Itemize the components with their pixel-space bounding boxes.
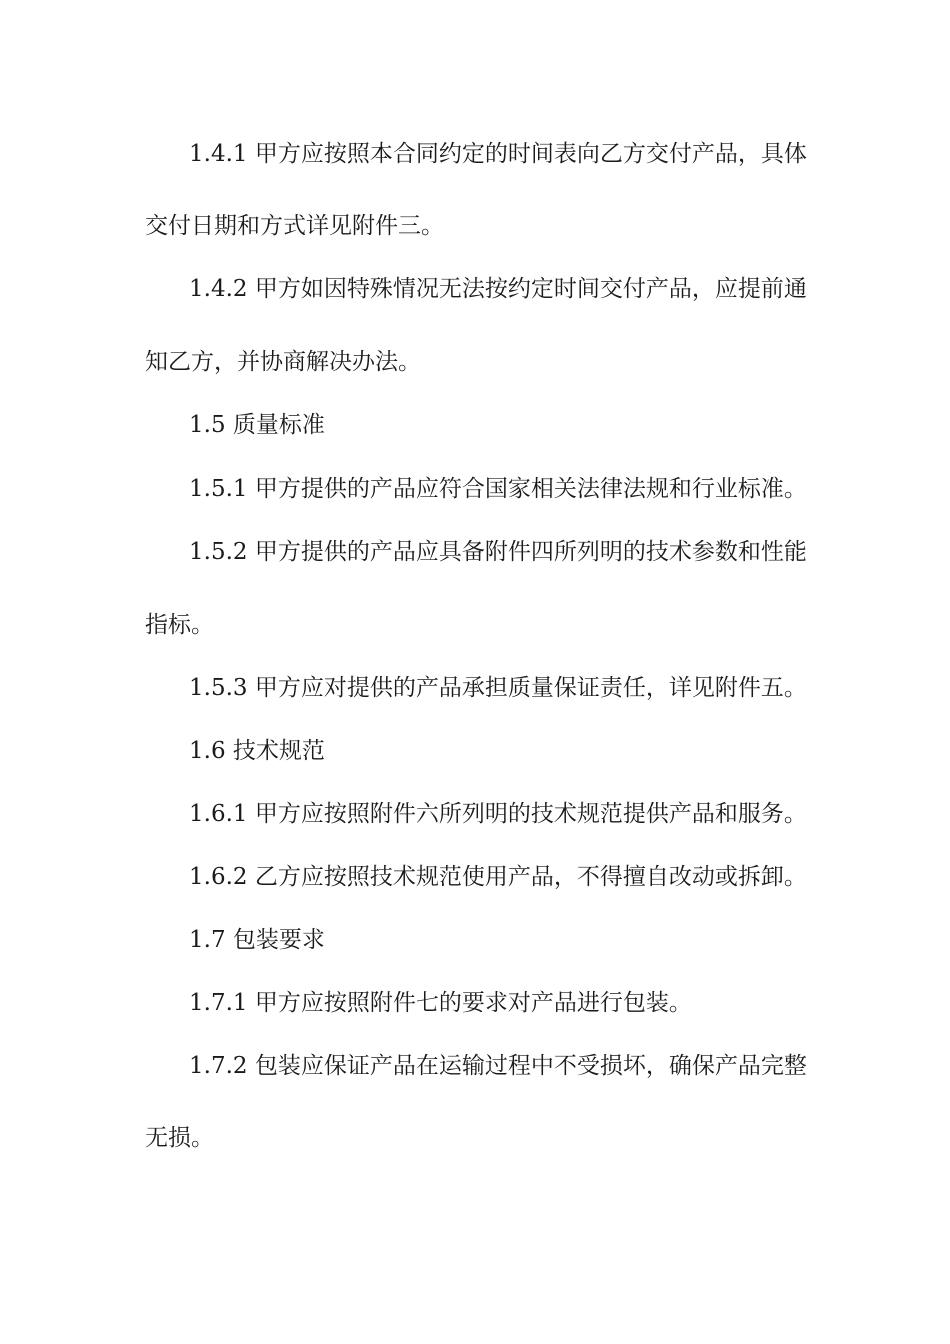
paragraph-1-4-1-line-1: 1.4.1 甲方应按照本合同约定的时间表向乙方交付产品，具体 — [189, 141, 807, 167]
paragraph-1-6-2: 1.6.2 乙方应按照技术规范使用产品，不得擅自改动或拆卸。 — [189, 864, 807, 890]
paragraph-1-7-2-line-2: 无损。 — [145, 1125, 214, 1151]
paragraph-1-5-2-line-1: 1.5.2 甲方提供的产品应具备附件四所列明的技术参数和性能 — [189, 539, 807, 565]
paragraph-1-4-1-line-2: 交付日期和方式详见附件三。 — [145, 213, 444, 239]
section-heading-1-5: 1.5 质量标准 — [189, 412, 325, 438]
paragraph-1-5-1: 1.5.1 甲方提供的产品应符合国家相关法律法规和行业标准。 — [189, 476, 807, 502]
paragraph-1-4-2-line-1: 1.4.2 甲方如因特殊情况无法按约定时间交付产品，应提前通 — [189, 276, 807, 302]
paragraph-1-5-3: 1.5.3 甲方应对提供的产品承担质量保证责任，详见附件五。 — [189, 675, 807, 701]
section-heading-1-6: 1.6 技术规范 — [189, 738, 325, 764]
paragraph-1-7-2-line-1: 1.7.2 包装应保证产品在运输过程中不受损坏，确保产品完整 — [189, 1053, 807, 1079]
paragraph-1-4-2-line-2: 知乙方，并协商解决办法。 — [145, 349, 421, 375]
paragraph-1-5-2-line-2: 指标。 — [145, 612, 214, 638]
paragraph-1-6-1: 1.6.1 甲方应按照附件六所列明的技术规范提供产品和服务。 — [189, 801, 807, 827]
section-heading-1-7: 1.7 包装要求 — [189, 927, 325, 953]
paragraph-1-7-1: 1.7.1 甲方应按照附件七的要求对产品进行包装。 — [189, 990, 692, 1016]
